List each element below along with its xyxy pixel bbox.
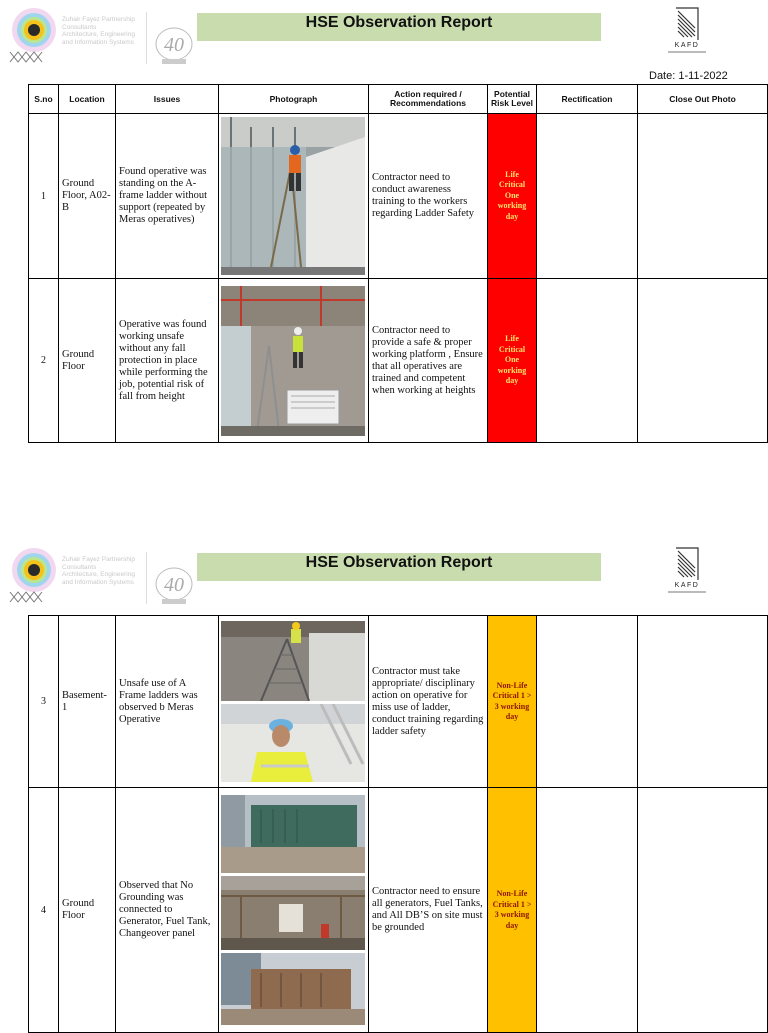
row-sno: 3	[29, 616, 59, 788]
row-risk-level: Life Critical One working day	[488, 279, 537, 443]
table-row	[29, 279, 768, 443]
logo-divider	[146, 552, 147, 604]
anniversary-40-badge-icon	[152, 562, 198, 608]
row-sno: 4	[29, 788, 59, 1033]
anniversary-40-badge-icon	[152, 22, 198, 68]
row-issue: Operative was found working unsafe without any fall protection in place while performing the job, potential risk of fall from height	[116, 279, 219, 443]
row-sno: 1	[29, 114, 59, 279]
row-sno: 2	[29, 279, 59, 443]
header-sno: S.no	[29, 85, 59, 114]
svg-text:40: 40	[164, 574, 184, 596]
worker-photo	[221, 704, 365, 782]
kafd-logo-subline	[668, 51, 706, 53]
row-rectification	[537, 279, 638, 443]
row-location: Ground Floor	[59, 279, 116, 443]
row-action: Contractor need to ensure all generators, Fuel Tanks, and All DB’S on site must be grounded	[369, 788, 488, 1033]
sunburst-logo-icon	[6, 4, 62, 66]
row-photograph	[219, 279, 369, 443]
construction-site-photo	[221, 117, 365, 275]
report-date: Date: 1-11-2022	[649, 70, 728, 82]
row-close-out-photo	[638, 279, 768, 443]
row-issue: Observed that No Grounding was connected to Generator, Fuel Tank, Changeover panel	[116, 788, 219, 1033]
firm-logo	[6, 544, 196, 606]
header-photograph: Photograph	[219, 85, 369, 114]
header-location: Location	[59, 85, 116, 114]
report-page-2	[0, 540, 768, 1024]
header-action-required: Action required / Recommendations	[369, 85, 488, 114]
generator-photo	[221, 953, 365, 1025]
row-issue: Unsafe use of A Frame ladders was observed b Meras Operative	[116, 616, 219, 788]
firm-name-text: Zuhair Fayez Partnership Consultants Architecture, Engineering and Information Systems	[62, 556, 135, 586]
kafd-logo-icon	[668, 6, 706, 42]
firm-logo	[6, 4, 196, 66]
generator-photo	[221, 795, 365, 873]
svg-text:40: 40	[164, 34, 184, 56]
row-risk-level: Life Critical One working day	[488, 114, 537, 279]
kafd-logo-text: KAFD	[674, 42, 700, 49]
row-rectification	[537, 114, 638, 279]
kafd-logo	[668, 546, 706, 598]
table-row	[29, 616, 768, 788]
row-action: Contractor must take appropriate/ disciplinary action on operative for miss use of ladder, conduct training regarding ladder safety	[369, 616, 488, 788]
generator-photo	[221, 876, 365, 950]
row-close-out-photo	[638, 114, 768, 279]
header-rectification: Rectification	[537, 85, 638, 114]
observation-table	[28, 84, 768, 443]
row-issue: Found operative was standing on the A-frame ladder without support (repeated by Meras operatives)	[116, 114, 219, 279]
construction-site-photo	[221, 621, 365, 701]
report-page-1	[0, 0, 768, 500]
row-rectification	[537, 788, 638, 1033]
firm-name-text: Zuhair Fayez Partnership Consultants Architecture, Engineering and Information Systems	[62, 16, 135, 46]
observation-table	[28, 615, 768, 1033]
kafd-logo	[668, 6, 706, 58]
table-row	[29, 788, 768, 1033]
row-location: Ground Floor, A02-B	[59, 114, 116, 279]
sunburst-logo-icon	[6, 544, 62, 606]
header-risk-level: Potential Risk Level	[488, 85, 537, 114]
row-rectification	[537, 616, 638, 788]
row-action: Contractor need to provide a safe & proper working platform , Ensure that all operatives are trained and competent when working at heights	[369, 279, 488, 443]
row-photograph	[219, 114, 369, 279]
row-risk-level: Non-Life Critical 1 > 3 working day	[488, 616, 537, 788]
row-risk-level: Non-Life Critical 1 > 3 working day	[488, 788, 537, 1033]
kafd-logo-text: KAFD	[674, 582, 700, 589]
construction-site-photo	[221, 286, 365, 436]
table-row	[29, 114, 768, 279]
report-title: HSE Observation Report	[197, 553, 601, 581]
row-location: Basement-1	[59, 616, 116, 788]
report-title: HSE Observation Report	[197, 13, 601, 41]
row-location: Ground Floor	[59, 788, 116, 1033]
kafd-logo-icon	[668, 546, 706, 582]
logo-divider	[146, 12, 147, 64]
row-photograph	[219, 788, 369, 1033]
header-issues: Issues	[116, 85, 219, 114]
row-photograph	[219, 616, 369, 788]
table-header-row	[29, 85, 768, 114]
row-close-out-photo	[638, 616, 768, 788]
row-close-out-photo	[638, 788, 768, 1033]
kafd-logo-subline	[668, 591, 706, 593]
row-action: Contractor need to conduct awareness training to the workers regarding Ladder Safety	[369, 114, 488, 279]
header-close-out-photo: Close Out Photo	[638, 85, 768, 114]
